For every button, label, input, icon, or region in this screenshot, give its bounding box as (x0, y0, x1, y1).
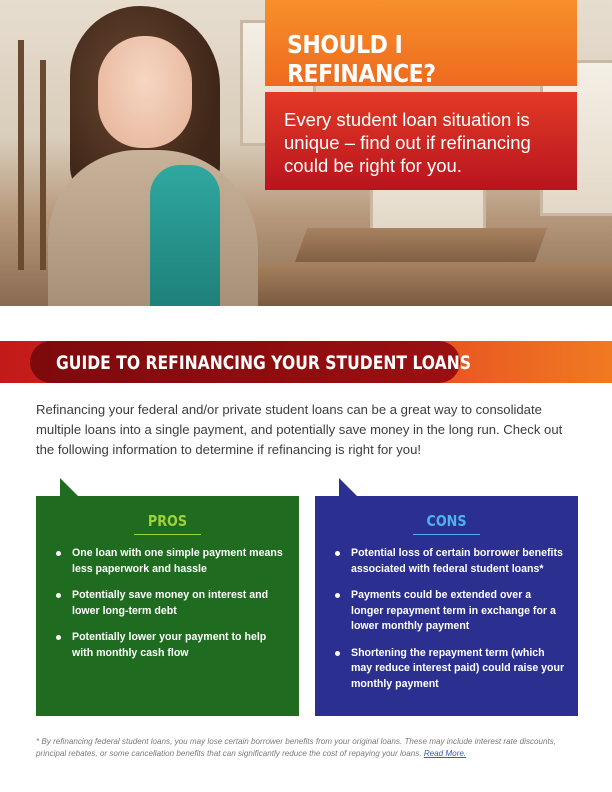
page-title: SHOULD I REFINANCE? (287, 30, 436, 88)
page-subtitle: Every student loan situation is unique – find out if refinancing could be right for you. (284, 109, 531, 176)
speech-tail (339, 478, 357, 496)
speech-tail (60, 478, 78, 496)
guide-heading: GUIDE TO REFINANCING YOUR STUDENT LOANS (56, 352, 471, 374)
person-face (98, 36, 192, 148)
heading-underline (134, 534, 201, 535)
cons-item: Potential loss of certain borrower benefits associated with federal student loans* (333, 546, 565, 577)
cons-list (333, 546, 565, 703)
cons-item: Shortening the repayment term (which may reduce interest paid) could raise your monthly payment (333, 646, 565, 693)
title-box (265, 0, 577, 86)
subtitle-box (265, 92, 577, 190)
guide-banner (30, 341, 471, 383)
easel (18, 40, 24, 270)
pros-item: Potentially save money on interest and lower long-term debt (54, 588, 286, 619)
pros-heading: PROS (147, 512, 188, 530)
pros-item: Potentially lower your payment to help with monthly cash flow (54, 630, 286, 661)
footnote-text: * By refinancing federal student loans, you may lose certain borrower benefits from your original loans. These may include interest rate discounts, principal rebates, or some cancellation benefits that can significantly reduce the cost of repaying your loans. (36, 737, 557, 758)
person-top (150, 165, 220, 306)
easel (40, 60, 46, 270)
heading-underline (413, 534, 480, 535)
cons-box (315, 496, 578, 716)
cons-item: Payments could be extended over a longer repayment term in exchange for a lower monthly payment (333, 588, 565, 635)
pros-list (54, 546, 286, 672)
intro-paragraph: Refinancing your federal and/or private student loans can be a great way to consolidate multiple loans into a single payment, and potentially save money in the long run. Check out the following information to determine if refinancing is right for you! (36, 402, 563, 457)
studio-table (230, 262, 612, 306)
pros-item: One loan with one simple payment means less paperwork and hassle (54, 546, 286, 577)
cons-heading: CONS (426, 512, 467, 530)
footnote (36, 736, 581, 760)
pros-box (36, 496, 299, 716)
read-more-link[interactable]: Read More. (423, 749, 467, 758)
